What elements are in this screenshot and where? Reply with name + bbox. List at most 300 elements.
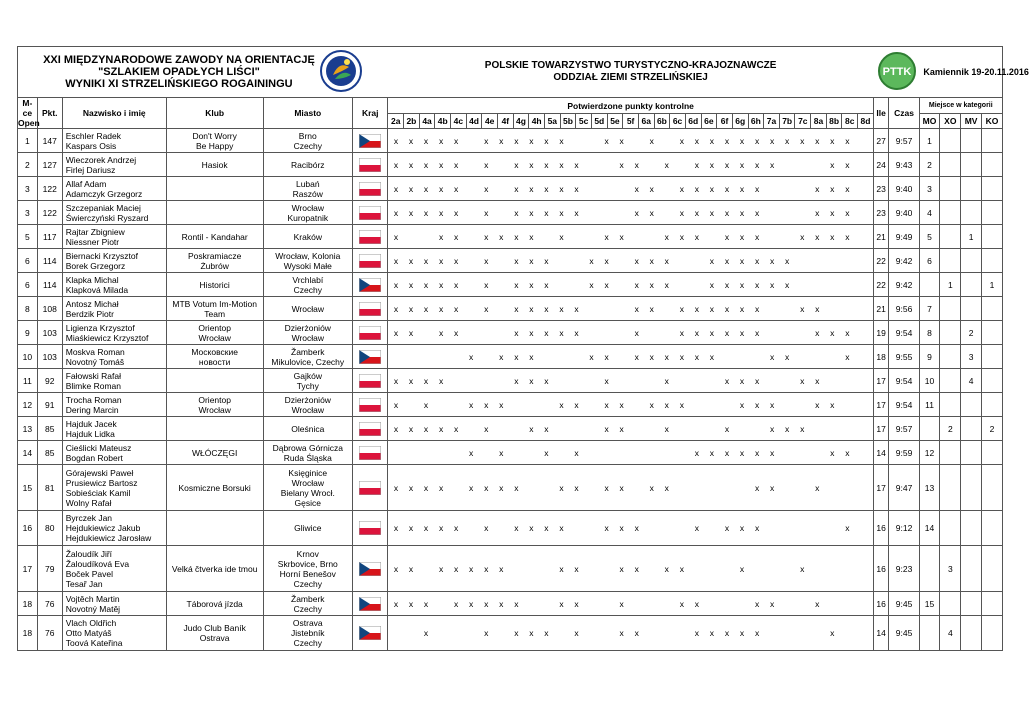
checkpoint-mark: x: [619, 135, 624, 146]
result-row: [18, 201, 1003, 225]
city-line: Raszów: [292, 188, 323, 199]
checkpoint-mark: x: [739, 159, 745, 170]
checkpoint-header: 6h: [748, 114, 764, 129]
checkpoint-mark: x: [529, 231, 534, 242]
checkpoint-mark: x: [484, 628, 489, 638]
competitor-name: Berdzik Piotr: [65, 308, 114, 319]
checkpoint-mark: x: [664, 159, 669, 170]
club-cell: [166, 297, 263, 321]
category-place-cell: [940, 153, 961, 177]
czech-flag-icon: [359, 626, 381, 640]
col-confirmed-header: Potwierdzone punkty kontrolne: [388, 98, 873, 114]
team-names-cell: [62, 153, 166, 177]
place-cell: 5: [18, 225, 38, 249]
checkpoint-mark: x: [649, 351, 654, 362]
category-place-cell: [919, 546, 940, 592]
checkpoint-mark: x: [408, 423, 414, 434]
team-names-cell: [62, 592, 166, 616]
checkpoint-mark: x: [754, 231, 760, 242]
club-cell: [166, 177, 263, 201]
checkpoint-mark: x: [724, 159, 730, 170]
checkpoint-mark: x: [393, 231, 399, 242]
category-place-cell: [940, 321, 961, 345]
checkpoint-mark: x: [604, 351, 609, 362]
checkpoint-count-cell: 17: [873, 417, 889, 441]
checkpoint-mark: x: [845, 159, 850, 170]
city-line: Czechy: [293, 140, 322, 151]
checkpoint-mark: x: [454, 523, 459, 533]
competitor-name: Hejdukiewicz Jarosław: [65, 533, 152, 543]
checkpoint-mark: x: [739, 255, 745, 266]
checkpoint-mark: x: [559, 563, 564, 574]
city-line: Czechy: [293, 284, 322, 295]
city-line: Wysoki Małe: [283, 260, 332, 271]
city-line: Oleśnica: [291, 423, 325, 434]
checkpoint-mark: x: [514, 135, 519, 146]
polish-flag-icon: [359, 254, 381, 268]
checkpoint-mark: x: [438, 231, 444, 242]
competitor-name: Szczepaniak Maciej: [65, 202, 141, 213]
checkpoint-mark: x: [754, 523, 760, 533]
competitor-name: Wolny Rafał: [65, 497, 112, 508]
checkpoint-header: 8c: [842, 114, 858, 129]
czech-flag-icon: [359, 350, 381, 364]
checkpoint-mark: x: [529, 255, 534, 266]
checkpoint-header: 4e: [482, 114, 498, 129]
club-cell: [166, 592, 263, 616]
checkpoint-mark: x: [604, 231, 609, 242]
category-place-cell: [982, 249, 1003, 273]
col-place-header: M-ce Open: [18, 98, 40, 128]
place-cell: 13: [18, 417, 38, 441]
competitor-name: Moskva Roman: [65, 346, 125, 357]
category-place-cell: [961, 201, 982, 225]
checkpoint-mark: x: [754, 375, 760, 386]
checkpoint-mark: x: [785, 423, 790, 434]
checkpoint-mark: x: [454, 327, 459, 338]
competitor-name: Allaf Adam: [65, 178, 107, 189]
checkpoint-mark: x: [679, 563, 684, 574]
checkpoint-mark: x: [634, 351, 639, 362]
points-cell: 80: [37, 511, 62, 546]
category-place-cell: [961, 546, 982, 592]
czech-flag-icon: [359, 562, 381, 576]
competitor-name: Sobieściak Kamil: [65, 487, 131, 498]
checkpoint-mark: x: [574, 399, 579, 410]
checkpoint-mark: x: [724, 447, 730, 458]
checkpoint-marks-cell: [388, 345, 873, 369]
polish-flag-icon: [359, 481, 381, 495]
checkpoint-mark: x: [739, 447, 745, 458]
category-place-cell: [961, 417, 982, 441]
checkpoint-mark: x: [408, 135, 414, 146]
competitor-name: Blimke Roman: [65, 380, 122, 391]
category-place-cell: [940, 511, 961, 546]
checkpoint-mark: x: [679, 399, 684, 410]
club-line: Judo Club Baník: [183, 623, 246, 633]
points-cell: 122: [37, 177, 62, 201]
time-cell: 9:57: [889, 417, 919, 441]
checkpoint-mark: x: [423, 375, 429, 386]
checkpoint-mark: x: [769, 423, 775, 434]
competitor-name: Górajewski Paweł: [65, 467, 134, 478]
category-place-cell: 1: [919, 129, 940, 153]
svg-text:PTTK: PTTK: [882, 66, 912, 78]
checkpoint-marks-cell: [388, 546, 873, 592]
points-cell: 103: [37, 321, 62, 345]
checkpoint-mark: x: [709, 447, 715, 458]
checkpoint-mark: x: [393, 279, 399, 290]
checkpoint-mark: x: [724, 183, 730, 194]
competitor-name: Niessner Piotr: [65, 236, 120, 247]
category-place-cell: [982, 546, 1003, 592]
checkpoint-mark: x: [769, 351, 775, 362]
checkpoint-mark: x: [514, 375, 519, 386]
checkpoint-count-cell: 22: [873, 273, 889, 297]
city-line: Czechy: [293, 603, 322, 614]
checkpoint-mark: x: [393, 563, 399, 574]
checkpoint-mark: x: [634, 523, 639, 533]
polish-flag-icon: [359, 521, 381, 535]
category-place-cell: [982, 393, 1003, 417]
city-cell: [263, 177, 352, 201]
competitor-name: Žaloudík Jiří: [65, 548, 113, 559]
city-line: Ruda Śląska: [283, 452, 332, 463]
competitor-name: Vojtěch Martin: [65, 593, 120, 604]
checkpoint-mark: x: [830, 327, 835, 338]
category-place-cell: [940, 249, 961, 273]
checkpoint-mark: x: [408, 327, 414, 338]
checkpoint-mark: x: [739, 399, 745, 410]
checkpoint-header: 8d: [858, 114, 874, 129]
checkpoint-count-cell: 17: [873, 369, 889, 393]
checkpoint-mark: x: [694, 231, 699, 242]
checkpoint-mark: x: [408, 563, 414, 574]
team-names-cell: [62, 273, 166, 297]
checkpoint-mark: x: [529, 327, 534, 338]
checkpoint-mark: x: [499, 231, 504, 242]
checkpoint-mark: x: [724, 628, 730, 638]
checkpoint-mark: x: [514, 159, 519, 170]
city-line: Ostrava: [292, 618, 323, 628]
checkpoint-mark: x: [739, 523, 745, 533]
team-names-cell: [62, 369, 166, 393]
time-cell: 9:40: [889, 201, 919, 225]
result-row: [18, 225, 1003, 249]
checkpoint-mark: x: [694, 207, 699, 218]
category-place-cell: 4: [919, 201, 940, 225]
city-line: Gliwice: [294, 523, 322, 533]
city-line: Gęsice: [294, 497, 322, 508]
city-line: Dzierżoniów: [284, 394, 331, 405]
category-place-cell: 9: [919, 345, 940, 369]
checkpoint-mark: x: [785, 135, 790, 146]
checkpoint-mark: x: [423, 598, 429, 609]
checkpoint-mark: x: [769, 482, 775, 493]
city-line: Skrbovice, Brno: [277, 558, 338, 569]
category-place-cell: [940, 592, 961, 616]
place-cell: 8: [18, 297, 38, 321]
time-cell: 9:12: [889, 511, 919, 546]
competitor-name: Hejdukiewicz Jakub: [65, 523, 141, 533]
checkpoint-mark: x: [815, 207, 820, 218]
club-line: Żubrów: [200, 260, 229, 271]
checkpoint-mark: x: [574, 628, 579, 638]
checkpoint-mark: x: [408, 303, 414, 314]
city-line: Gajków: [293, 370, 322, 381]
club-line: Team: [204, 308, 226, 319]
checkpoint-count-cell: 16: [873, 592, 889, 616]
checkpoint-mark: x: [484, 255, 489, 266]
checkpoint-mark: x: [423, 423, 429, 434]
city-line: Žamberk: [291, 593, 325, 604]
checkpoint-mark: x: [724, 135, 730, 146]
checkpoint-mark: x: [709, 255, 715, 266]
checkpoint-mark: x: [604, 399, 609, 410]
checkpoint-mark: x: [423, 255, 429, 266]
category-place-cell: 3: [940, 546, 961, 592]
checkpoint-count-cell: 27: [873, 129, 889, 153]
checkpoint-mark: x: [423, 523, 429, 533]
country-cell: [353, 369, 388, 393]
checkpoint-mark: x: [544, 303, 549, 314]
checkpoint-header: 4a: [419, 114, 435, 129]
checkpoint-header: 6f: [717, 114, 733, 129]
checkpoint-mark: x: [724, 279, 730, 290]
country-cell: [353, 129, 388, 153]
checkpoint-mark: x: [830, 628, 835, 638]
checkpoint-mark: x: [499, 135, 504, 146]
checkpoint-mark: x: [830, 159, 835, 170]
checkpoint-mark: x: [454, 231, 459, 242]
club-line: Don't Worry: [192, 130, 237, 141]
time-cell: 9:45: [889, 592, 919, 616]
competitor-name: Adamczyk Grzegorz: [65, 188, 143, 199]
checkpoint-mark: x: [423, 159, 429, 170]
title-line-1: XXI MIĘDZYNARODOWE ZAWODY NA ORIENTACJĘ: [43, 54, 315, 66]
checkpoint-mark: x: [830, 399, 835, 410]
checkpoint-mark: x: [454, 598, 459, 609]
checkpoint-mark: x: [559, 598, 564, 609]
checkpoint-mark: x: [438, 375, 444, 386]
team-names-cell: [62, 465, 166, 511]
checkpoint-mark: x: [754, 255, 760, 266]
category-place-cell: [961, 129, 982, 153]
checkpoint-mark: x: [469, 399, 474, 410]
checkpoint-header: 2a: [388, 114, 404, 129]
place-cell: 1: [18, 129, 38, 153]
checkpoint-mark: x: [800, 563, 805, 574]
category-place-cell: [961, 297, 982, 321]
checkpoint-mark: x: [438, 183, 444, 194]
club-cell: [166, 441, 263, 465]
checkpoint-mark: x: [604, 423, 609, 434]
checkpoint-header: 5b: [560, 114, 576, 129]
checkpoint-header: 6g: [732, 114, 748, 129]
checkpoint-mark: x: [574, 159, 579, 170]
checkpoint-mark: x: [724, 303, 730, 314]
checkpoint-mark: x: [408, 598, 414, 609]
checkpoint-mark: x: [423, 183, 429, 194]
club-line: новости: [198, 356, 231, 367]
checkpoint-mark: x: [754, 183, 760, 194]
country-cell: [353, 249, 388, 273]
checkpoint-mark: x: [529, 351, 534, 362]
checkpoint-mark: x: [423, 399, 429, 410]
checkpoint-mark: x: [694, 183, 699, 194]
category-place-cell: 12: [919, 441, 940, 465]
checkpoint-header: 4h: [529, 114, 545, 129]
checkpoint-mark: x: [679, 598, 684, 609]
checkpoint-mark: x: [815, 303, 820, 314]
checkpoint-count-cell: 22: [873, 249, 889, 273]
checkpoint-mark: x: [454, 303, 459, 314]
checkpoint-mark: x: [454, 159, 459, 170]
checkpoint-mark: x: [514, 255, 519, 266]
checkpoint-marks-cell: [388, 153, 873, 177]
checkpoint-mark: x: [574, 207, 579, 218]
checkpoint-mark: x: [739, 135, 745, 146]
city-cell: [263, 417, 352, 441]
checkpoint-mark: x: [649, 303, 654, 314]
checkpoint-mark: x: [634, 628, 639, 638]
category-place-cell: [940, 465, 961, 511]
team-names-cell: [62, 297, 166, 321]
checkpoint-mark: x: [724, 523, 730, 533]
place-cell: 18: [18, 616, 38, 651]
checkpoint-marks-cell: [388, 321, 873, 345]
polish-flag-icon: [359, 398, 381, 412]
club-line: Ostrava: [199, 633, 230, 643]
team-names-cell: [62, 321, 166, 345]
checkpoint-mark: x: [649, 482, 654, 493]
checkpoint-mark: x: [408, 482, 414, 493]
result-row: [18, 417, 1003, 441]
checkpoint-mark: x: [664, 563, 669, 574]
category-place-cell: 6: [919, 249, 940, 273]
club-line: Kosmiczne Borsuki: [178, 482, 251, 493]
checkpoint-mark: x: [454, 207, 459, 218]
competitor-name: Hajduk Lidka: [65, 428, 115, 439]
checkpoint-mark: x: [634, 207, 639, 218]
category-header: KO: [982, 114, 1003, 129]
place-cell: 10: [18, 345, 38, 369]
checkpoint-mark: x: [739, 279, 745, 290]
checkpoint-mark: x: [529, 375, 534, 386]
checkpoint-mark: x: [499, 563, 504, 574]
checkpoint-mark: x: [484, 303, 489, 314]
checkpoint-header: 2b: [404, 114, 420, 129]
team-names-cell: [62, 345, 166, 369]
city-line: Wrocław: [291, 202, 324, 213]
category-place-cell: 4: [940, 616, 961, 651]
category-place-cell: [919, 273, 940, 297]
checkpoint-mark: x: [604, 135, 609, 146]
competitor-name: Wieczorek Andrzej: [65, 154, 137, 165]
checkpoint-mark: x: [514, 523, 519, 533]
checkpoint-mark: x: [559, 135, 564, 146]
checkpoint-mark: x: [484, 423, 489, 434]
checkpoint-mark: x: [769, 399, 775, 410]
club-cell: [166, 321, 263, 345]
date-header: [873, 47, 1029, 98]
points-cell: 85: [37, 441, 62, 465]
checkpoint-header: 4g: [513, 114, 529, 129]
city-line: Kraków: [293, 231, 322, 242]
result-row: [18, 546, 1003, 592]
city-line: Vrchlabí: [292, 274, 324, 285]
checkpoint-mark: x: [619, 231, 624, 242]
checkpoint-mark: x: [408, 375, 414, 386]
team-names-cell: [62, 546, 166, 592]
checkpoint-mark: x: [724, 423, 730, 434]
checkpoint-mark: x: [754, 482, 760, 493]
checkpoint-mark: x: [800, 423, 805, 434]
col-category-header: Miejsce w kategorii: [919, 98, 1002, 114]
checkpoint-mark: x: [694, 159, 699, 170]
checkpoint-mark: x: [574, 183, 579, 194]
checkpoint-count-cell: 16: [873, 546, 889, 592]
time-cell: 9:45: [889, 616, 919, 651]
polish-flag-icon: [359, 374, 381, 388]
checkpoint-mark: x: [619, 563, 624, 574]
checkpoint-mark: x: [619, 399, 624, 410]
checkpoint-mark: x: [664, 231, 669, 242]
place-cell: 3: [18, 201, 38, 225]
checkpoint-mark: x: [845, 207, 850, 218]
checkpoint-count-cell: 17: [873, 393, 889, 417]
category-place-cell: [940, 369, 961, 393]
checkpoint-mark: x: [514, 207, 519, 218]
checkpoint-header: 6a: [638, 114, 654, 129]
checkpoint-mark: x: [739, 231, 745, 242]
club-cell: [166, 153, 263, 177]
category-place-cell: [982, 225, 1003, 249]
checkpoint-mark: x: [544, 523, 549, 533]
checkpoint-mark: x: [679, 351, 684, 362]
checkpoint-mark: x: [529, 303, 534, 314]
checkpoint-mark: x: [484, 207, 489, 218]
competitor-name: Borek Grzegorz: [65, 260, 126, 271]
checkpoint-mark: x: [634, 327, 639, 338]
club-cell: [166, 249, 263, 273]
checkpoint-mark: x: [559, 523, 564, 533]
column-header-row: [18, 98, 1003, 114]
checkpoint-mark: x: [800, 231, 805, 242]
category-place-cell: [961, 441, 982, 465]
checkpoint-mark: x: [649, 207, 654, 218]
country-cell: [353, 201, 388, 225]
city-cell: [263, 465, 352, 511]
time-cell: 9:42: [889, 249, 919, 273]
checkpoint-header: 5c: [576, 114, 592, 129]
category-header: MO: [919, 114, 940, 129]
place-cell: 2: [18, 153, 38, 177]
competitor-name: Cieślicki Mateusz: [65, 442, 132, 453]
event-date: Kamiennik 19-20.11.2016: [923, 67, 1029, 77]
checkpoint-mark: x: [559, 207, 564, 218]
points-cell: 117: [37, 225, 62, 249]
city-cell: [263, 616, 352, 651]
checkpoint-mark: x: [393, 303, 399, 314]
checkpoint-mark: x: [408, 159, 414, 170]
checkpoint-mark: x: [754, 135, 760, 146]
event-title: [18, 47, 388, 98]
checkpoint-mark: x: [815, 598, 820, 609]
checkpoint-mark: x: [634, 303, 639, 314]
category-place-cell: [961, 249, 982, 273]
checkpoint-header: 8b: [826, 114, 842, 129]
